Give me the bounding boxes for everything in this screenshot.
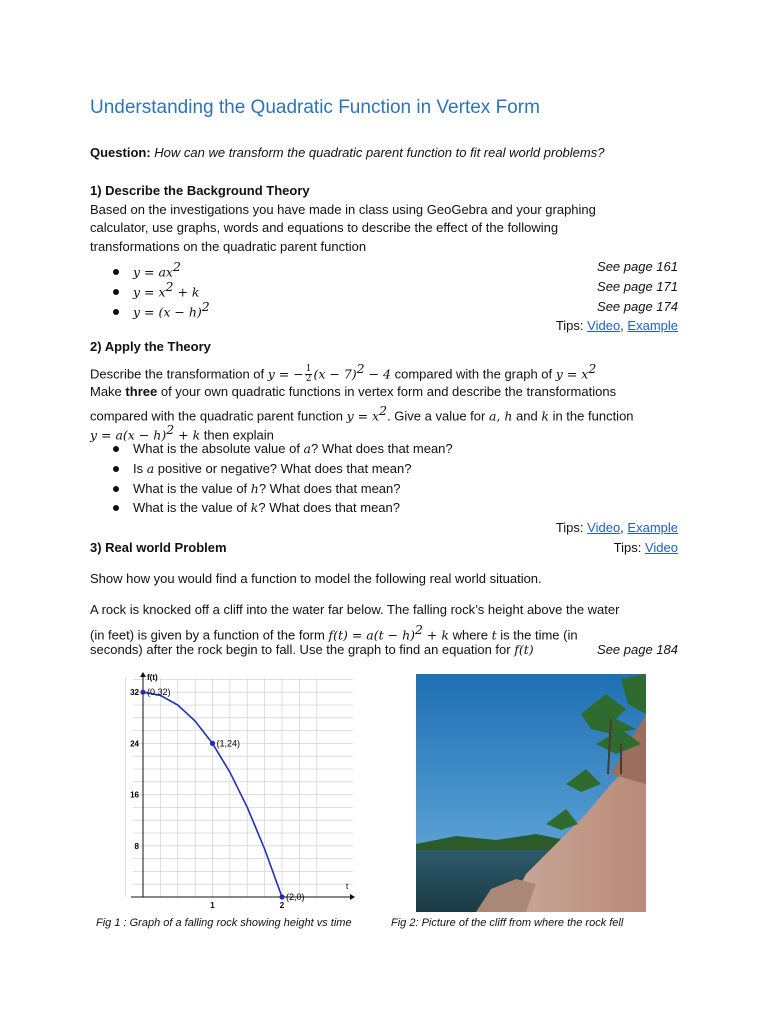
bullet-dot xyxy=(113,309,119,315)
section1-ref-2: See page 171 xyxy=(597,279,678,294)
section2-question-4: What is the value of k? What does that mean? xyxy=(113,499,400,517)
section1-ref-1: See page 161 xyxy=(597,259,678,274)
section2-describe-line: Describe the transformation of y = − $\frac{1}{2}$ $(x - 7)^2 - 4$ compared with the graph of $y = x^2$ xyxy=(90,361,597,385)
y-tick-label: 24 xyxy=(130,739,139,749)
question-text: How can we transform the quadratic parent function to fit real world problems? xyxy=(154,145,605,160)
section2-heading: 2) Apply the Theory xyxy=(90,339,211,354)
section2-question-1: What is the absolute value of a? What does that mean? xyxy=(113,440,453,458)
y-axis-arrow xyxy=(140,672,146,677)
page-title: Understanding the Quadratic Function in Vertex Form xyxy=(90,97,540,118)
section3-para-line3: seconds) after the rock begin to fall. Use the graph to find an equation for f(t) xyxy=(90,642,534,657)
section2-compared-line: compared with the quadratic parent function $y = x^2$. Give a value for a, h and k in the function xyxy=(90,403,634,424)
question-line xyxy=(90,144,604,162)
bullet-dot xyxy=(113,289,119,295)
tips-video-link[interactable]: Video xyxy=(587,520,621,535)
y-tick-label: 32 xyxy=(130,688,139,698)
figure1-caption: Fig 1 : Graph of a falling rock showing height vs time xyxy=(96,917,352,929)
section2-function-line: $y = a(x - h)^2 + k$ then explain xyxy=(90,422,274,443)
section1-para-line1: Based on the investigations you have made in class using GeoGebra and your graphing xyxy=(90,202,596,217)
section3-para-line1: A rock is knocked off a cliff into the water far below. The falling rock’s height above the water xyxy=(90,602,620,617)
section3-ref: See page 184 xyxy=(597,642,678,657)
bullet-dot xyxy=(113,466,119,472)
tips-example-link[interactable]: Example xyxy=(627,318,678,333)
section1-para-line2: calculator, use graphs, words and equations to describe the effect of the following xyxy=(90,220,559,235)
section2-tips: Tips: Video, Example xyxy=(555,520,678,535)
bullet-dot xyxy=(113,505,119,511)
section3-heading: 3) Real world Problem xyxy=(90,540,227,555)
data-point-label: (1,24) xyxy=(216,738,241,749)
x-tick-label: 2 xyxy=(279,901,285,910)
data-point-label: (0,32) xyxy=(147,687,171,698)
section3-para-line2: (in feet) is given by a function of the form $f(t) = a(t - h)^2 + k$ where t is the time (in xyxy=(90,622,578,643)
section3-intro: Show how you would find a function to model the following real world situation. xyxy=(90,571,542,586)
tips-video-link[interactable]: Video xyxy=(587,318,621,333)
section1-bullet-2: $y = x^2 + k$ xyxy=(113,278,200,301)
tips-video-link[interactable]: Video xyxy=(644,540,678,555)
section1-tips: Tips: Video, Example xyxy=(555,318,678,333)
section2-make-line: Make three of your own quadratic functions in vertex form and describe the transformations xyxy=(90,384,617,399)
x-tick-label: 1 xyxy=(210,901,215,910)
y-axis-label: f(t) xyxy=(147,673,158,682)
section1-bullet-3: $y = (x - h)^2$ xyxy=(113,298,210,321)
data-point xyxy=(279,894,284,899)
bullet-dot xyxy=(113,269,119,275)
bullet-dot xyxy=(113,486,119,492)
data-point-label: (2,0) xyxy=(286,892,305,902)
question-label: Question: xyxy=(90,145,151,160)
cliff-photo xyxy=(416,674,646,912)
data-point xyxy=(210,741,215,746)
y-tick-label: 8 xyxy=(134,841,139,851)
falling-rock-graph xyxy=(108,670,358,915)
section1-ref-3: See page 174 xyxy=(597,299,678,314)
x-axis-label: t xyxy=(346,882,349,891)
data-point xyxy=(140,690,145,695)
section3-tips: Tips: Video xyxy=(613,540,678,555)
bullet-dot xyxy=(113,446,119,452)
section1-heading: 1) Describe the Background Theory xyxy=(90,183,310,198)
one-half-fraction: $\frac{1}{2}$ xyxy=(305,364,312,385)
section1-bullet-1: $y = ax^2$ xyxy=(113,258,181,281)
section2-question-2: Is a positive or negative? What does that mean? xyxy=(113,460,411,478)
section1-para-line3: transformations on the quadratic parent function xyxy=(90,239,367,254)
x-axis-arrow xyxy=(350,894,355,900)
figure2-caption: Fig 2: Picture of the cliff from where the rock fell xyxy=(391,917,624,929)
y-tick-label: 16 xyxy=(130,790,139,800)
section2-question-3: What is the value of h? What does that mean? xyxy=(113,480,401,498)
tips-example-link[interactable]: Example xyxy=(627,520,678,535)
